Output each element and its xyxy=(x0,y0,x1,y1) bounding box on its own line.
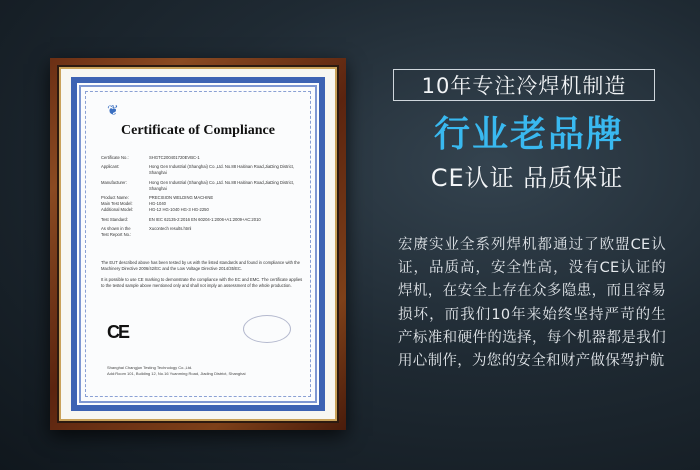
cert-row-key: Product Name: xyxy=(101,195,129,201)
ce-quality-line: CE认证 品质保证 xyxy=(430,164,624,192)
cert-row-value: SHGTC200401720EVBC-1 xyxy=(149,155,200,160)
cert-statement-1: The EUT described above has been tested by us with the listed standards and found in compliance with the Machinery Directive 2006/42/EC and the Low Voltage Directive 2014/35/EC. xyxy=(101,260,300,272)
cert-row-key: Test Report No.: xyxy=(101,232,132,238)
frame-inner xyxy=(57,65,339,423)
issuer-logo-icon: ❦ xyxy=(107,103,119,119)
cert-row-value: PRECISION WELDING MACHINE xyxy=(149,195,214,201)
cert-row-value: Hong Gen Industrial (Shanghai) Co.,Ltd. No.88 Haitinan Road,JiaDing District, Shanghai xyxy=(149,179,295,191)
headline-box xyxy=(393,69,655,101)
cert-row xyxy=(101,164,303,176)
cert-row-value: Hong Gen Industrial (Shanghai) Co.,Ltd. No.88 Haitinan Road,JiaDing District, Shanghai xyxy=(149,164,295,176)
headline: 10年专注冷焊机制造 xyxy=(421,74,627,98)
cert-row xyxy=(101,207,303,213)
brand-slogan: 行业老品牌 xyxy=(433,114,624,155)
cert-row xyxy=(101,155,303,161)
certificate-title: Certificate of Compliance xyxy=(121,123,275,138)
cert-row-value: EN IEC 62135-2:2016 EN 60204-1:2006+A1:2009+AC:2010 xyxy=(149,216,261,222)
cert-footer xyxy=(107,365,299,377)
issuer-address: Add:Room 101, Building 12, No.16 Yuanming Road, Jiading District, Shanghai xyxy=(107,371,246,376)
description-paragraph: 宏赓实业全系列焊机都通过了欧盟CE认证，品质高，安全性高，没有CE认证的焊机，在安全上存在众多隐患，而且容易损坏，而我们10年来始终坚持严苛的生产标准和硬件的选择，每个机器都是我们用心制作，为您的安全和财产做保驾护航 xyxy=(398,237,666,370)
ce-mark-icon: CE xyxy=(107,322,129,342)
cert-row xyxy=(101,232,303,238)
certificate-body xyxy=(101,155,303,289)
certificate-frame xyxy=(50,58,346,430)
cert-row xyxy=(101,180,303,192)
cert-row-key: Main Test Model: xyxy=(101,201,133,207)
cert-row-key: Certificate No.: xyxy=(101,155,129,160)
cert-row-key: Test Standard: xyxy=(101,216,129,222)
cert-row-value xyxy=(149,232,303,238)
cert-row-key: Additional Model: xyxy=(101,207,134,213)
cert-statement-2: It is possible to use CE marking to demonstrate the compliance with the EC and EMC. The certificate applies to the tested sample above mentioned only and shall not imply an assessment of the whole production. xyxy=(101,276,303,288)
cert-row-value: Xucontech results.html xyxy=(149,225,192,231)
cert-row-value: HG-1040 xyxy=(149,201,166,207)
cert-row-key: Manufacturer: xyxy=(101,179,127,185)
cert-row xyxy=(101,217,303,223)
certificate-document xyxy=(71,77,325,411)
cert-row-key: As shown in the xyxy=(101,225,131,231)
cert-row-value: HG-12 HG-1040 HG-3 HG-2250 xyxy=(149,207,209,213)
frame-gold-border xyxy=(59,67,337,421)
cert-row-key: Applicant: xyxy=(101,164,120,170)
seal-stamp-icon xyxy=(243,315,291,343)
issuer-name: Shanghai Changjun Testing Technology Co.,Ltd. xyxy=(107,365,193,370)
